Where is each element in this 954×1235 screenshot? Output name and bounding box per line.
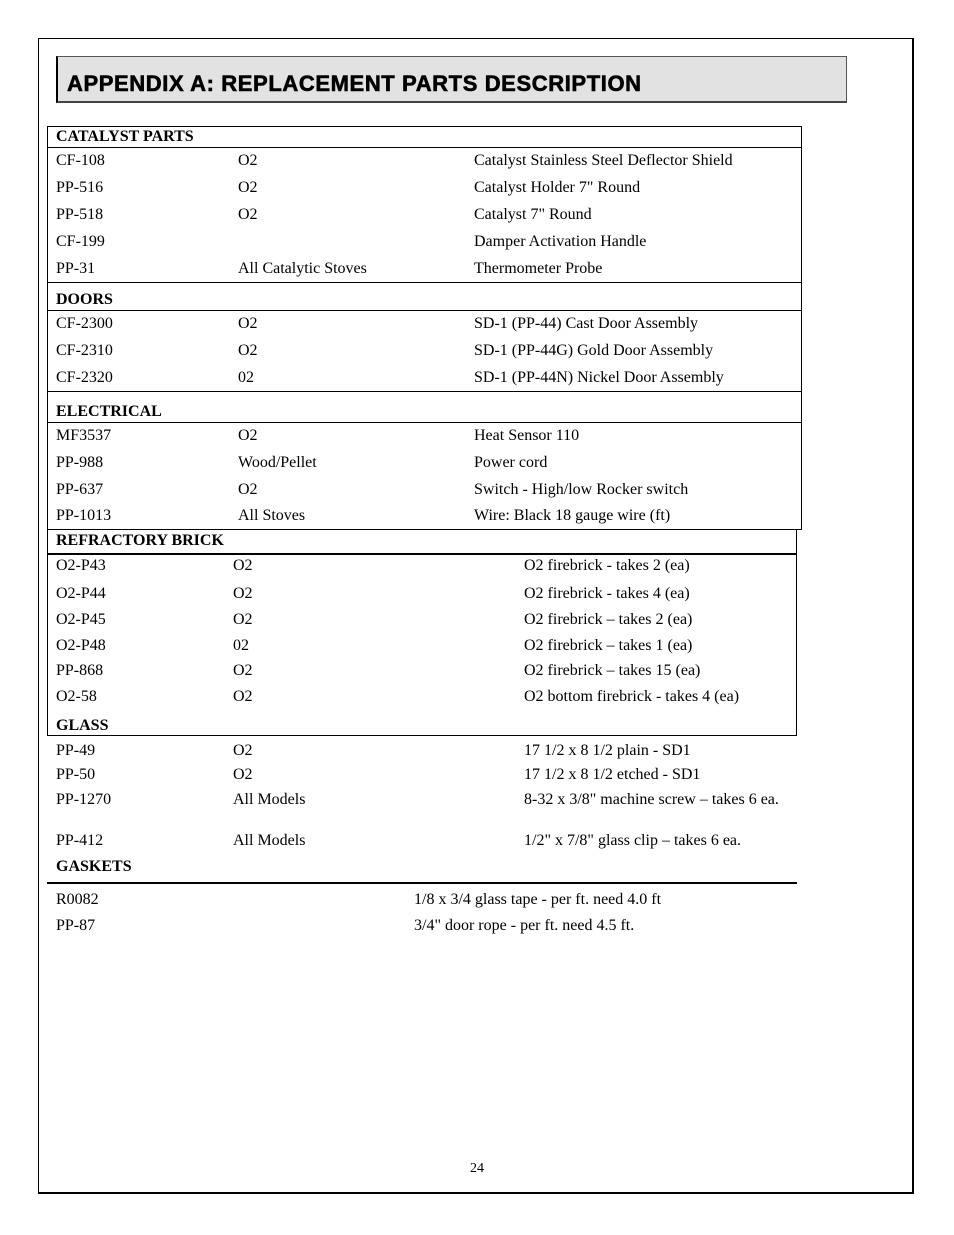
part-model: O2 — [233, 611, 253, 628]
part-number: PP-518 — [56, 206, 104, 223]
part-number: PP-31 — [56, 260, 96, 277]
part-number: O2-P48 — [56, 637, 106, 654]
part-number: O2-P45 — [56, 611, 106, 628]
part-description: O2 firebrick - takes 4 (ea) — [524, 585, 690, 602]
divider — [47, 147, 802, 148]
divider — [47, 529, 802, 530]
divider — [47, 422, 802, 423]
section-header-glass: GLASS — [56, 717, 109, 734]
section-header-catalyst: CATALYST PARTS — [56, 128, 194, 145]
part-number: PP-50 — [56, 766, 96, 783]
part-number: MF3537 — [56, 427, 112, 444]
part-number: PP-868 — [56, 662, 104, 679]
part-number: PP-1270 — [56, 791, 112, 808]
section-header-electrical: ELECTRICAL — [56, 403, 162, 420]
part-model: O2 — [238, 152, 258, 169]
page-title: APPENDIX A: REPLACEMENT PARTS DESCRIPTION — [67, 71, 642, 96]
part-description: 17 1/2 x 8 1/2 plain - SD1 — [524, 742, 691, 759]
part-model: All Stoves — [238, 507, 306, 524]
part-model: O2 — [238, 179, 258, 196]
part-number: CF-108 — [56, 152, 105, 169]
part-number: PP-49 — [56, 742, 96, 759]
part-description: O2 firebrick – takes 2 (ea) — [524, 611, 693, 628]
part-description: SD-1 (PP-44) Cast Door Assembly — [474, 315, 699, 332]
section-header-refractory: REFRACTORY BRICK — [56, 532, 224, 549]
part-description: O2 firebrick – takes 15 (ea) — [524, 662, 701, 679]
divider — [47, 310, 802, 311]
part-number: PP-412 — [56, 832, 104, 849]
part-description: Power cord — [474, 454, 548, 471]
divider — [47, 882, 797, 884]
part-description: O2 firebrick – takes 1 (ea) — [524, 637, 693, 654]
part-number: R0082 — [56, 891, 99, 908]
part-number: PP-87 — [56, 917, 96, 934]
page-number: 24 — [470, 1161, 484, 1176]
part-description: Catalyst 7" Round — [474, 206, 592, 223]
part-number: CF-2310 — [56, 342, 113, 359]
part-model: O2 — [238, 206, 258, 223]
table-border — [47, 126, 48, 530]
part-model: All Models — [233, 832, 306, 849]
part-number: O2-P44 — [56, 585, 106, 602]
part-number: CF-199 — [56, 233, 105, 250]
part-model: O2 — [233, 585, 253, 602]
part-description: Switch - High/low Rocker switch — [474, 481, 689, 498]
part-model: 02 — [238, 369, 254, 386]
table-border — [801, 126, 802, 530]
part-model: O2 — [233, 557, 253, 574]
divider — [47, 553, 797, 555]
part-number: CF-2320 — [56, 369, 113, 386]
divider — [47, 282, 802, 283]
part-model: O2 — [238, 427, 258, 444]
part-model: O2 — [238, 342, 258, 359]
part-number: PP-637 — [56, 481, 104, 498]
part-description: Damper Activation Handle — [474, 233, 647, 250]
part-model: Wood/Pellet — [238, 454, 317, 471]
part-description: Thermometer Probe — [474, 260, 603, 277]
part-description: 1/8 x 3/4 glass tape - per ft. need 4.0 ft — [414, 891, 662, 908]
part-number: O2-P43 — [56, 557, 106, 574]
section-header-gaskets: GASKETS — [56, 858, 132, 875]
part-description: 3/4" door rope - per ft. need 4.5 ft. — [414, 917, 635, 934]
part-description: O2 bottom firebrick - takes 4 (ea) — [524, 688, 740, 705]
part-description: Catalyst Holder 7" Round — [474, 179, 641, 196]
part-number: CF-2300 — [56, 315, 113, 332]
part-model: O2 — [233, 688, 253, 705]
part-model: 02 — [233, 637, 249, 654]
divider — [47, 735, 797, 736]
part-model: O2 — [233, 662, 253, 679]
table-border — [47, 530, 48, 736]
part-model: O2 — [238, 315, 258, 332]
part-number: PP-1013 — [56, 507, 112, 524]
part-description: 8-32 x 3/8" machine screw – takes 6 ea. — [524, 791, 779, 808]
part-description: Wire: Black 18 gauge wire (ft) — [474, 507, 671, 524]
part-model: O2 — [233, 766, 253, 783]
divider — [47, 391, 802, 392]
title-banner — [56, 56, 847, 103]
part-description: Catalyst Stainless Steel Deflector Shield — [474, 152, 733, 169]
part-description: Heat Sensor 110 — [474, 427, 580, 444]
part-model: All Models — [233, 791, 306, 808]
part-number: O2-58 — [56, 688, 97, 705]
part-number: PP-988 — [56, 454, 104, 471]
part-description: 17 1/2 x 8 1/2 etched - SD1 — [524, 766, 701, 783]
table-border — [796, 530, 797, 736]
part-model: O2 — [238, 481, 258, 498]
part-model: O2 — [233, 742, 253, 759]
part-description: SD-1 (PP-44N) Nickel Door Assembly — [474, 369, 724, 386]
table-border — [47, 126, 802, 127]
part-number: PP-516 — [56, 179, 104, 196]
section-header-doors: DOORS — [56, 291, 113, 308]
part-description: SD-1 (PP-44G) Gold Door Assembly — [474, 342, 714, 359]
part-description: 1/2" x 7/8" glass clip – takes 6 ea. — [524, 832, 742, 849]
part-description: O2 firebrick - takes 2 (ea) — [524, 557, 690, 574]
part-model: All Catalytic Stoves — [238, 260, 367, 277]
